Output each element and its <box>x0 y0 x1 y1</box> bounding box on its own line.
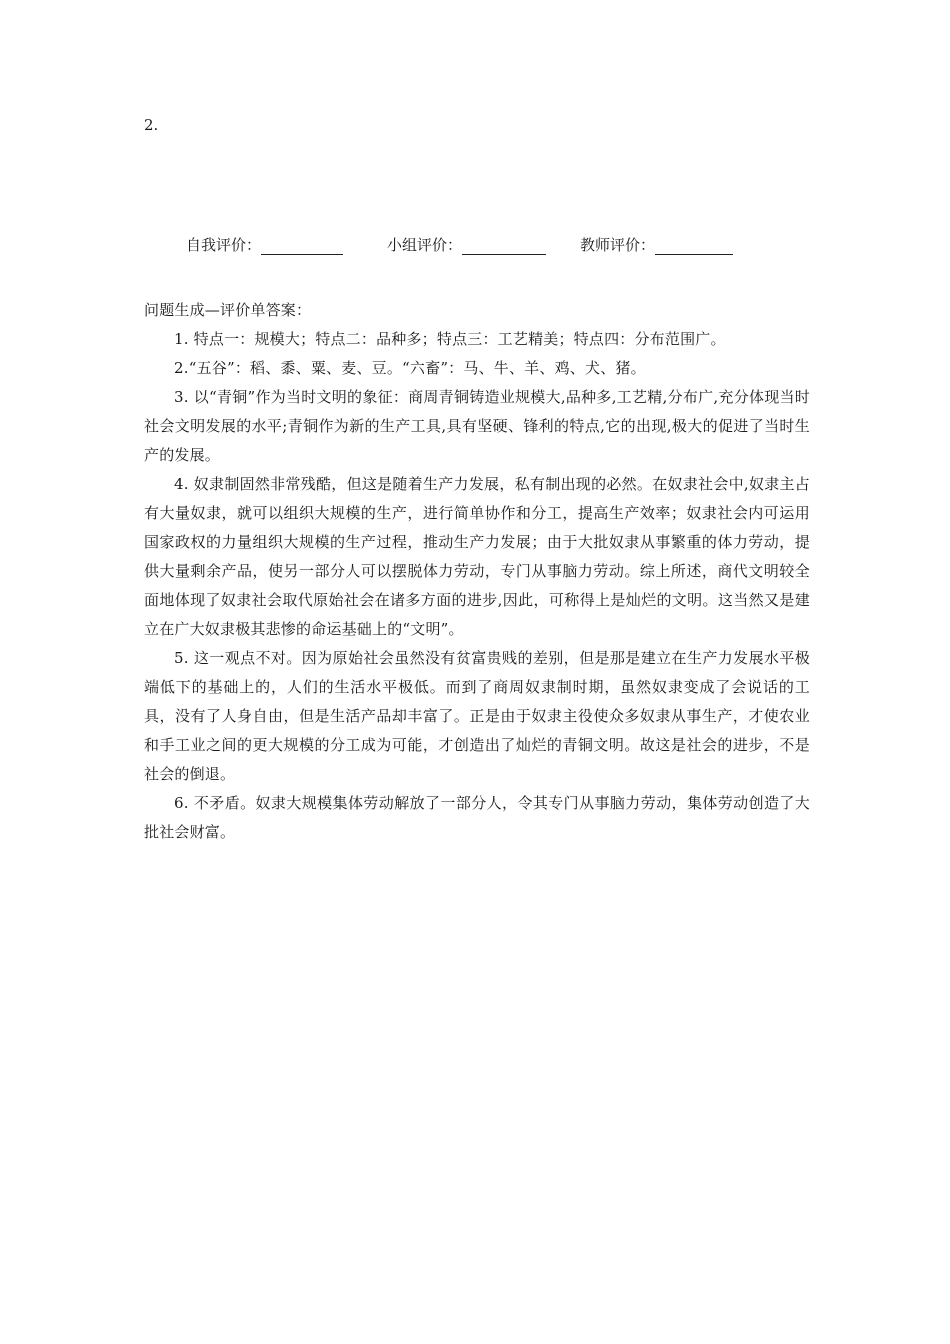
answer-heading: 问题生成—评价单答案： <box>144 301 312 319</box>
teacher-evaluation-blank[interactable] <box>655 238 733 255</box>
answer-item-6: 6. 不矛盾。奴隶大规模集体劳动解放了一部分人，令其专门从事脑力劳动，集体劳动创造了大批社会财富。 <box>144 794 810 841</box>
self-evaluation-blank[interactable] <box>261 238 343 255</box>
answer-section <box>144 296 810 847</box>
group-evaluation <box>387 234 546 255</box>
teacher-evaluation <box>580 234 733 255</box>
group-evaluation-blank[interactable] <box>462 238 546 255</box>
answer-item-4: 4. 奴隶制固然非常残酷，但这是随着生产力发展，私有制出现的必然。在奴隶社会中,奴隶主占有大量奴隶，就可以组织大规模的生产，进行简单协作和分工，提高生产效率；奴隶社会内可运用国家政权的力量组织大规模的生产过程，推动生产力发展；由于大批奴隶从事繁重的体力劳动，提供大量剩余产品，使另一部分人可以摆脱体力劳动，专门从事脑力劳动。综上所述，商代文明较全面地体现了奴隶社会取代原始社会在诸多方面的进步,因此，可称得上是灿烂的文明。这当然又是建立在广大奴隶极其悲惨的命运基础上的“文明”。 <box>144 475 810 638</box>
answer-item-1: 1. 特点一：规模大；特点二：品种多；特点三：工艺精美；特点四：分布范围广。 <box>174 330 726 348</box>
answer-item-3: 3. 以“青铜”作为当时文明的象征：商周青铜铸造业规模大,品种多,工艺精,分布广,充分体现当时社会文明发展的水平;青铜作为新的生产工具,具有坚硬、锋利的特点,它的出现,极大的促进了当时生产的发展。 <box>144 388 810 464</box>
self-evaluation-label: 自我评价： <box>186 236 262 254</box>
answer-item-5: 5. 这一观点不对。因为原始社会虽然没有贫富贵贱的差别，但是那是建立在生产力发展水平极端低下的基础上的，人们的生活水平极低。而到了商周奴隶制时期，虽然奴隶变成了会说话的工具，没有了人身自由，但是生活产品却丰富了。正是由于奴隶主役使众多奴隶从事生产，才使农业和手工业之间的更大规模的分工成为可能，才创造出了灿烂的青铜文明。故这是社会的进步，不是社会的倒退。 <box>144 649 810 783</box>
teacher-evaluation-label: 教师评价： <box>580 236 656 254</box>
group-evaluation-label: 小组评价： <box>387 236 463 254</box>
self-evaluation <box>186 234 343 255</box>
question-number: 2. <box>144 116 159 134</box>
evaluation-row <box>0 234 950 256</box>
answer-item-2: 2.“五谷”：稻、黍、粟、麦、豆。“六畜”：马、牛、羊、鸡、犬、猪。 <box>174 359 646 377</box>
